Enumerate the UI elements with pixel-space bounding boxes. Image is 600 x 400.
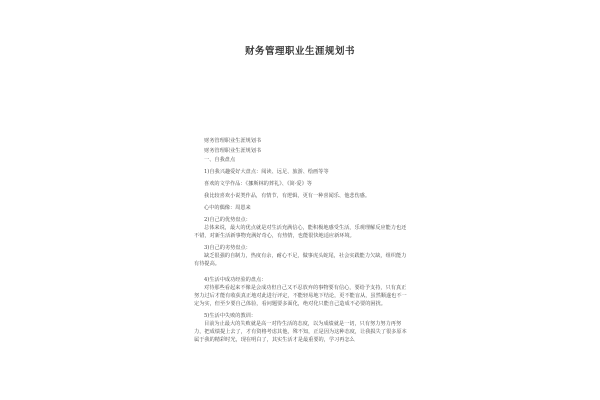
document-body	[188, 137, 408, 344]
body-line: 喜欢的文学作品：《挪斯林的葬礼》、《简·爱》等	[204, 181, 312, 187]
body-line: 财务管理职业生涯规划书	[204, 147, 262, 154]
paragraph: 缺乏很强的自制力，热度有余，耐心不足，做事虎头蛇尾，社会实践能力欠缺，组织能力有待提高。	[194, 253, 407, 267]
subheading: 2)自己的优势盘点：	[204, 217, 251, 223]
section-heading: 一、自我盘点	[204, 157, 236, 163]
body-line: 我比较喜欢小说类作品，有情节，有逻辑，更有一种喜闻乐、他悲伤感。	[204, 193, 371, 199]
subheading: 3)自己的劣势盘点：	[204, 245, 251, 251]
document-title: 财务管理职业生涯规划书	[244, 46, 355, 57]
paragraph: 目前为止最大的失败就是高一对待生活的态度，以为成绩就是一切，只有努力努力再努力，把成绩提上去了，才有资格考虑其他，殊不知，正是因为这种态度，让我损失了很多原本属于我的精彩时光，现在明白了，其实生活才是最重要的，学习再怎么	[194, 321, 407, 343]
body-line: 心中的偶像：周恩来	[204, 205, 251, 211]
subheading: 4)生活中成功经验的盘点：	[204, 277, 267, 283]
subheading: 5)生活中失败的教训：	[204, 313, 257, 319]
body-line: 1)自我兴趣爱好大盘点：阅读、远足、旅游、绘画等等	[204, 169, 329, 175]
paragraph: 总体来说，最大的优点就是对生活充满信心，能积极地感受生活，乐观理解反应能力也还不错，对新生活新事物充满好奇心，有热情，也能很快地适应新环境。	[194, 225, 407, 239]
paragraph: 对待那些看起来不像是会成功但自己又不忍放弃的事物要有信心，要给予支持，只有真正努力过后才能有收获真正地对此进行评定，不能轻易地下结论，更不能盲从，虽然顺遂也不一定为实，但至少要自己体验，看问题要多面化，绝对化只能自己造成不必要的困扰。	[194, 285, 407, 307]
body-line: 财务管理职业生涯规划书	[204, 138, 262, 144]
